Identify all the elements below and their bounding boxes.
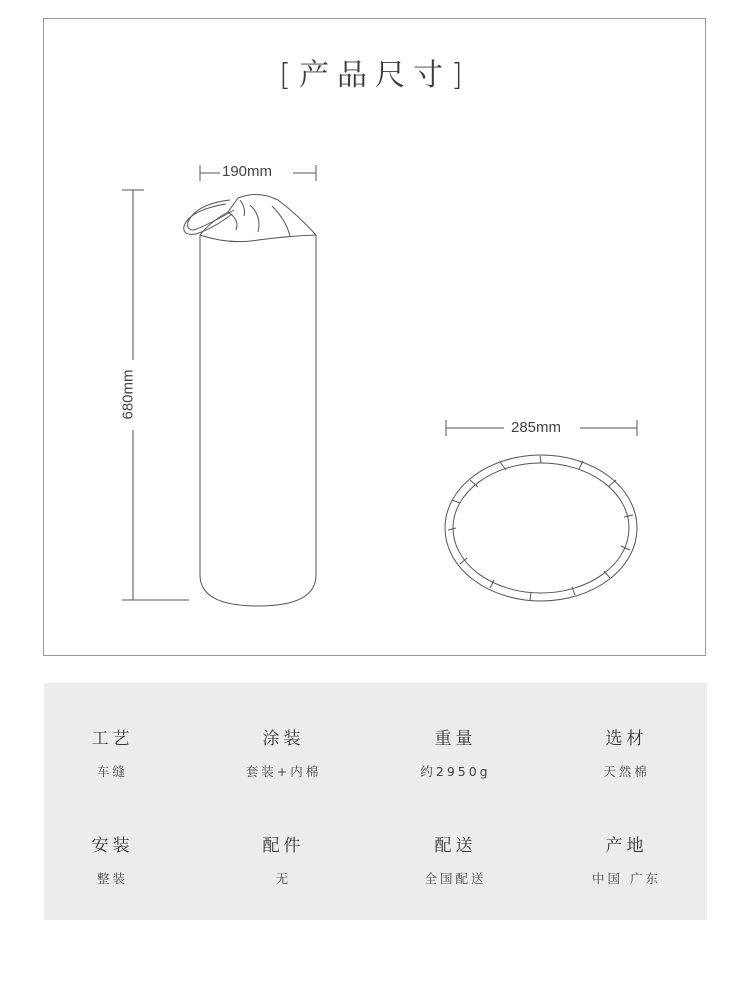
spec-item <box>373 724 538 780</box>
spec-key: 工艺 <box>91 729 134 749</box>
spec-item <box>201 831 366 887</box>
spec-value: 约2950g <box>420 764 491 779</box>
spec-value: 中国 广东 <box>592 871 661 886</box>
spec-key: 安装 <box>91 836 134 856</box>
spec-key: 涂装 <box>262 729 305 749</box>
spec-value: 整装 <box>96 871 128 886</box>
spec-key: 配送 <box>434 836 477 856</box>
spec-value: 天然棉 <box>603 764 650 779</box>
spec-item <box>30 831 195 887</box>
spec-key: 产地 <box>605 836 648 856</box>
spec-key: 重量 <box>434 729 477 749</box>
spec-item <box>373 831 538 887</box>
spec-item <box>544 831 709 887</box>
width-label: 190mm <box>222 163 273 180</box>
spec-value: 无 <box>275 871 292 886</box>
punching-bag-outline <box>184 194 316 606</box>
spec-table <box>44 683 707 920</box>
spec-key: 选材 <box>605 729 648 749</box>
diameter-label: 285mm <box>511 419 562 436</box>
spec-item <box>544 724 709 780</box>
top-view-ring <box>445 455 637 601</box>
spec-key: 配件 <box>262 836 305 856</box>
height-label: 680mm <box>120 365 137 425</box>
page-title: [产品尺寸] <box>279 58 471 93</box>
spec-item <box>201 724 366 780</box>
spec-item <box>30 724 195 780</box>
spec-value: 套装+内棉 <box>245 764 322 779</box>
spec-value: 全国配送 <box>424 871 487 886</box>
spec-value: 车缝 <box>96 764 128 779</box>
